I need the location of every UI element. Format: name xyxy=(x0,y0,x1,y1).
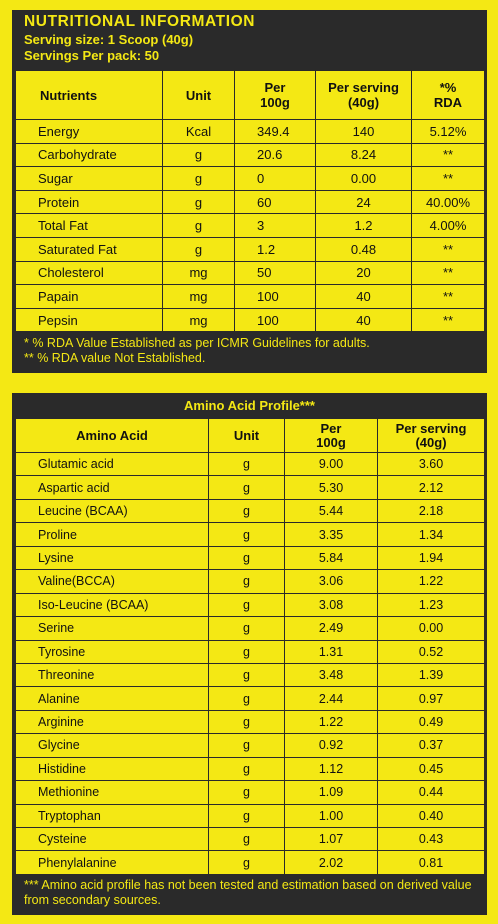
table-cell: mg xyxy=(163,261,235,285)
table-cell: Histidine xyxy=(16,757,209,780)
table-row xyxy=(16,663,485,686)
table-cell: g xyxy=(209,757,285,780)
table-cell: 349.4 xyxy=(235,120,316,144)
table-cell: 5.84 xyxy=(285,546,378,569)
table-cell: 1.31 xyxy=(285,640,378,663)
table-cell: Phenylalanine xyxy=(16,851,209,874)
table-cell: 1.39 xyxy=(378,663,485,686)
table-row xyxy=(16,190,485,214)
table-cell: 40 xyxy=(316,285,412,309)
table-cell: 1.07 xyxy=(285,828,378,851)
nutrition-header-row xyxy=(16,71,485,120)
amino-title: Amino Acid Profile*** xyxy=(184,398,315,413)
nutrition-col-header: Nutrients xyxy=(16,71,163,120)
table-cell: g xyxy=(209,663,285,686)
table-cell: 0.97 xyxy=(378,687,485,710)
serving-size: Serving size: 1 Scoop (40g) xyxy=(24,32,194,47)
table-cell: 0.45 xyxy=(378,757,485,780)
table-cell: g xyxy=(209,828,285,851)
table-cell: Leucine (BCAA) xyxy=(16,499,209,522)
table-cell: 0.92 xyxy=(285,734,378,757)
rda-note-established: * % RDA Value Established as per ICMR Guidelines for adults. xyxy=(24,336,370,350)
table-cell: 1.00 xyxy=(285,804,378,827)
table-cell: 3.06 xyxy=(285,570,378,593)
table-cell: Energy xyxy=(16,120,163,144)
table-cell: mg xyxy=(163,285,235,309)
nutrition-panel xyxy=(12,10,487,373)
amino-note: *** Amino acid profile has not been tested and estimation based on derived value from secondary sources. xyxy=(24,878,472,907)
table-cell: g xyxy=(163,237,235,261)
table-cell: g xyxy=(209,476,285,499)
nutrition-col-header: Per serving (40g) xyxy=(316,71,412,120)
table-cell: Cysteine xyxy=(16,828,209,851)
table-cell: 8.24 xyxy=(316,143,412,167)
table-row xyxy=(16,593,485,616)
table-cell: 0.52 xyxy=(378,640,485,663)
table-row xyxy=(16,828,485,851)
table-cell: g xyxy=(163,214,235,238)
table-cell: g xyxy=(209,734,285,757)
table-cell: 2.18 xyxy=(378,499,485,522)
table-cell: Pepsin xyxy=(16,308,163,332)
table-cell: 4.00% xyxy=(412,214,485,238)
table-cell: g xyxy=(209,546,285,569)
table-row xyxy=(16,851,485,874)
table-cell: 100 xyxy=(235,285,316,309)
table-cell: 3.08 xyxy=(285,593,378,616)
table-cell: Valine(BCCA) xyxy=(16,570,209,593)
table-row xyxy=(16,237,485,261)
table-cell: g xyxy=(209,523,285,546)
table-cell: Glutamic acid xyxy=(16,453,209,476)
table-cell: 1.2 xyxy=(235,237,316,261)
rda-notes xyxy=(24,336,370,366)
nutrition-col-header: Per 100g xyxy=(235,71,316,120)
table-row xyxy=(16,143,485,167)
table-cell: Methionine xyxy=(16,781,209,804)
table-cell: 0.49 xyxy=(378,710,485,733)
table-cell: Aspartic acid xyxy=(16,476,209,499)
table-cell: 3.60 xyxy=(378,453,485,476)
table-row xyxy=(16,523,485,546)
table-cell: ** xyxy=(412,167,485,191)
table-row xyxy=(16,453,485,476)
table-cell: g xyxy=(209,499,285,522)
table-cell: Sugar xyxy=(16,167,163,191)
table-cell: ** xyxy=(412,143,485,167)
table-cell: g xyxy=(209,593,285,616)
table-cell: 1.12 xyxy=(285,757,378,780)
table-cell: ** xyxy=(412,285,485,309)
table-cell: 1.22 xyxy=(285,710,378,733)
table-cell: 2.02 xyxy=(285,851,378,874)
table-cell: 50 xyxy=(235,261,316,285)
table-cell: Carbohydrate xyxy=(16,143,163,167)
table-cell: 5.30 xyxy=(285,476,378,499)
table-cell: g xyxy=(209,710,285,733)
table-row xyxy=(16,285,485,309)
table-cell: 60 xyxy=(235,190,316,214)
table-cell: Kcal xyxy=(163,120,235,144)
table-cell: g xyxy=(163,190,235,214)
table-cell: g xyxy=(209,640,285,663)
table-row xyxy=(16,617,485,640)
table-cell: 1.2 xyxy=(316,214,412,238)
table-cell: Glycine xyxy=(16,734,209,757)
amino-col-header: Per serving (40g) xyxy=(378,419,485,453)
table-cell: Protein xyxy=(16,190,163,214)
table-cell: 0.81 xyxy=(378,851,485,874)
table-row xyxy=(16,167,485,191)
amino-table xyxy=(15,418,485,875)
table-cell: Serine xyxy=(16,617,209,640)
table-cell: Tyrosine xyxy=(16,640,209,663)
table-cell: 0 xyxy=(235,167,316,191)
table-cell: 1.94 xyxy=(378,546,485,569)
table-cell: 140 xyxy=(316,120,412,144)
table-row xyxy=(16,687,485,710)
table-cell: 2.44 xyxy=(285,687,378,710)
table-cell: g xyxy=(209,781,285,804)
nutrition-table xyxy=(15,70,485,332)
table-cell: ** xyxy=(412,308,485,332)
servings-per-pack: Servings Per pack: 50 xyxy=(24,48,160,63)
table-cell: 0.44 xyxy=(378,781,485,804)
table-row xyxy=(16,120,485,144)
table-cell: ** xyxy=(412,261,485,285)
table-cell: 5.12% xyxy=(412,120,485,144)
table-cell: 0.37 xyxy=(378,734,485,757)
table-row xyxy=(16,804,485,827)
amino-body xyxy=(16,453,485,875)
table-cell: Alanine xyxy=(16,687,209,710)
table-cell: g xyxy=(209,851,285,874)
table-row xyxy=(16,640,485,663)
nutrition-col-header: Unit xyxy=(163,71,235,120)
rda-note-not-established: ** % RDA value Not Established. xyxy=(24,351,206,365)
amino-col-header: Per 100g xyxy=(285,419,378,453)
table-cell: Total Fat xyxy=(16,214,163,238)
table-cell: Tryptophan xyxy=(16,804,209,827)
nutrition-col-header: *% RDA xyxy=(412,71,485,120)
table-cell: 5.44 xyxy=(285,499,378,522)
nutrition-header xyxy=(24,12,255,64)
table-row xyxy=(16,757,485,780)
table-cell: 20.6 xyxy=(235,143,316,167)
table-cell: 24 xyxy=(316,190,412,214)
table-cell: 3 xyxy=(235,214,316,238)
nutrition-body xyxy=(16,120,485,332)
table-row xyxy=(16,214,485,238)
table-cell: g xyxy=(209,570,285,593)
table-cell: g xyxy=(209,453,285,476)
table-cell: Threonine xyxy=(16,663,209,686)
table-row xyxy=(16,710,485,733)
table-cell: 2.49 xyxy=(285,617,378,640)
table-cell: 0.48 xyxy=(316,237,412,261)
page-title: NUTRITIONAL INFORMATION xyxy=(24,13,256,30)
table-row xyxy=(16,734,485,757)
table-cell: Cholesterol xyxy=(16,261,163,285)
table-cell: 0.43 xyxy=(378,828,485,851)
amino-header-row xyxy=(16,419,485,453)
table-cell: g xyxy=(163,143,235,167)
table-cell: g xyxy=(209,617,285,640)
table-row xyxy=(16,546,485,569)
table-cell: Lysine xyxy=(16,546,209,569)
table-cell: g xyxy=(209,687,285,710)
table-cell: 40 xyxy=(316,308,412,332)
table-cell: 3.48 xyxy=(285,663,378,686)
table-cell: Saturated Fat xyxy=(16,237,163,261)
table-cell: 0.40 xyxy=(378,804,485,827)
table-row xyxy=(16,308,485,332)
table-row xyxy=(16,781,485,804)
amino-col-header: Amino Acid xyxy=(16,419,209,453)
table-row xyxy=(16,499,485,522)
table-cell: 100 xyxy=(235,308,316,332)
table-cell: 1.09 xyxy=(285,781,378,804)
table-cell: mg xyxy=(163,308,235,332)
table-cell: 3.35 xyxy=(285,523,378,546)
table-row xyxy=(16,476,485,499)
table-cell: 9.00 xyxy=(285,453,378,476)
table-cell: Arginine xyxy=(16,710,209,733)
table-cell: 0.00 xyxy=(378,617,485,640)
table-cell: Iso-Leucine (BCAA) xyxy=(16,593,209,616)
table-cell: 2.12 xyxy=(378,476,485,499)
table-row xyxy=(16,261,485,285)
table-cell: 1.34 xyxy=(378,523,485,546)
table-cell: g xyxy=(209,804,285,827)
table-cell: 0.00 xyxy=(316,167,412,191)
table-row xyxy=(16,570,485,593)
amino-col-header: Unit xyxy=(209,419,285,453)
table-cell: g xyxy=(163,167,235,191)
table-cell: 1.22 xyxy=(378,570,485,593)
table-cell: ** xyxy=(412,237,485,261)
table-cell: 20 xyxy=(316,261,412,285)
table-cell: 40.00% xyxy=(412,190,485,214)
table-cell: 1.23 xyxy=(378,593,485,616)
table-cell: Papain xyxy=(16,285,163,309)
table-cell: Proline xyxy=(16,523,209,546)
amino-panel xyxy=(12,393,487,915)
